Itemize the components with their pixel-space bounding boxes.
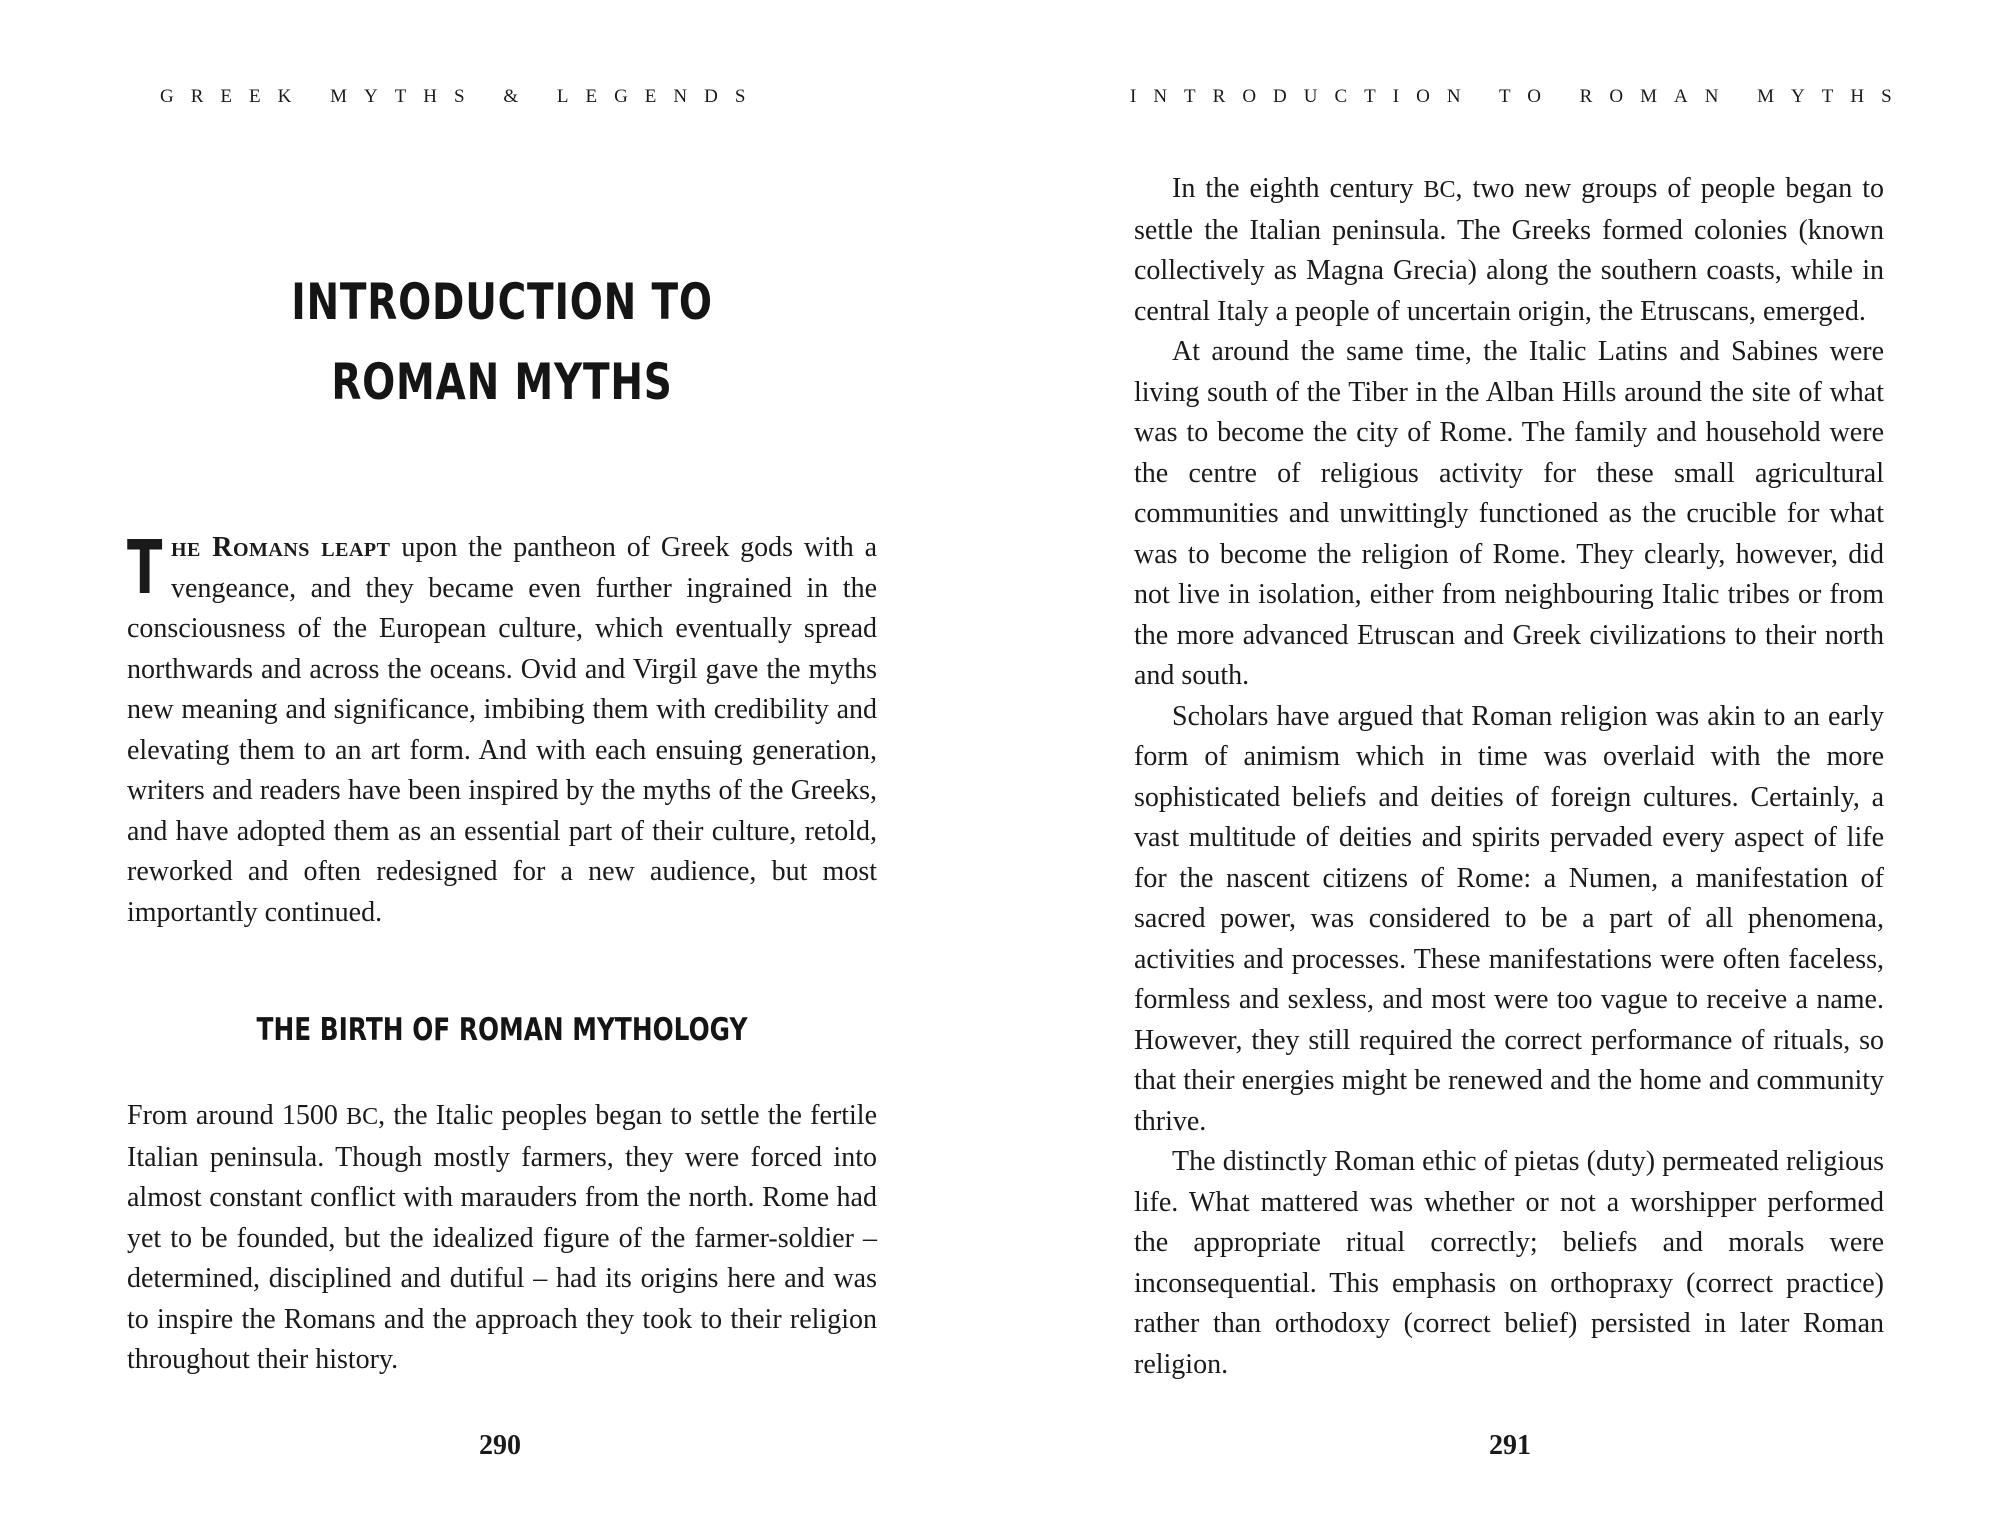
intro-text: upon the pantheon of Greek gods with a vengeance, and they became even further ingrained in the consciousness of the European culture, which eventually spread northwards and across the oceans. Ovid and Virgil gave the myths new meaning and significance, imbibing them with credibility and elevating them to an art form. And with each ensuing generation, writers and readers have been inspired by the myths of the Greeks, and have adopted them as an essential part of their culture, retold, reworked and often redesigned for a new audience, but most importantly continued. [127, 532, 878, 928]
drop-cap: T [127, 525, 163, 611]
section-heading: THE BIRTH OF ROMAN MYTHOLOGY [256, 1012, 748, 1048]
running-head-right: INTRODUCTION TO ROMAN MYTHS [1130, 86, 1909, 107]
right-body-text [1134, 169, 1884, 1385]
paragraph-1-text-end: , two new groups of people began to settle the Italian peninsula. The Greeks formed colonies (known collectively as Magna Grecia) along the southern coasts, while in central Italy a people of uncertain origin, the Etruscans, emerged. [1134, 173, 1884, 327]
section-paragraph-text-start: From around 1500 [127, 1100, 347, 1131]
page-number-left: 290 [479, 1430, 521, 1461]
intro-paragraph [127, 525, 878, 933]
page-number-right: 291 [1489, 1430, 1531, 1461]
section-paragraph-text-end: , the Italic peoples began to settle the fertile Italian peninsula. Though mostly farmers, they were forced into almost constant conflict with marauders from the north. Rome had yet to be founded, but the idealized figure of the farmer-soldier – determined, disciplined and dutiful – had its origins here and was to inspire the Romans and the approach they took to their religion throughout their history. [127, 1100, 877, 1375]
paragraph-3: Scholars have argued that Roman religion was akin to an early form of animism which in time was overlaid with the more sophisticated beliefs and deities of foreign cultures. Certainly, a vast multitude of deities and spirits pervaded every aspect of life for the nascent citizens of Rome: a Numen, a manifestation of sacred power, was considered to be a part of all phenomena, activities and processes. These manifestations were often faceless, formless and sexless, and most were too vague to receive a name. However, they still required the correct performance of rituals, so that their energies might be renewed and the home and community thrive. [1134, 700, 1884, 1137]
section-paragraph [127, 1096, 877, 1381]
paragraph-4: The distinctly Roman ethic of pietas (duty) permeated religious life. What mattered was whether or not a worshipper performed the appropriate ritual correctly; beliefs and morals were inconsequential. This emphasis on orthopraxy (correct practice) rather than orthodoxy (correct belief) persisted in later Roman religion. [1134, 1146, 1884, 1380]
paragraph-1 [1134, 169, 1884, 332]
chapter-title-line-2: ROMAN MYTHS [331, 353, 673, 411]
chapter-title [210, 262, 795, 422]
paragraph-1-text-start: In the eighth century [1172, 173, 1424, 204]
chapter-title-line-1: INTRODUCTION TO [291, 273, 713, 331]
era-abbreviation: BC [346, 1104, 379, 1130]
right-page [1000, 0, 2000, 1529]
lead-in-text: he Romans leapt [171, 532, 391, 563]
running-head-left: GREEK MYTHS & LEGENDS [160, 86, 763, 107]
era-abbreviation: BC [1423, 177, 1456, 203]
paragraph-2: At around the same time, the Italic Latins and Sabines were living south of the Tiber in the Alban Hills around the site of what was to become the city of Rome. The family and household were the centre of religious activity for these small agricultural communities and unwittingly functioned as the crucible for what was to become the religion of Rome. They clearly, however, did not live in isolation, either from neighbouring Italic tribes or from the more advanced Etruscan and Greek civilizations to their north and south. [1134, 336, 1884, 691]
